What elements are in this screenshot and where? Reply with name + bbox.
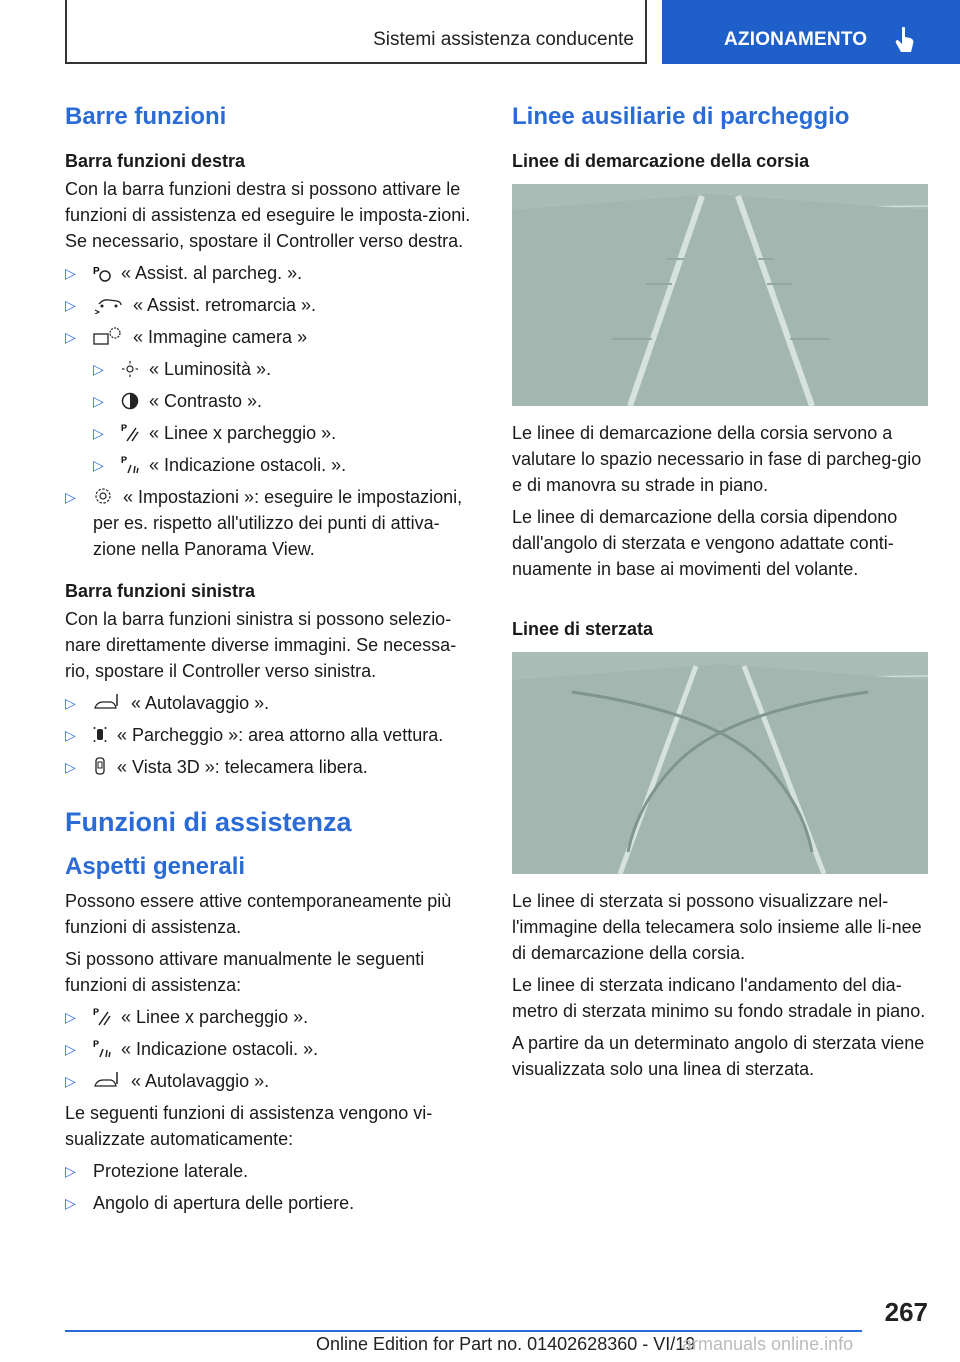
- svg-text:P: P: [93, 266, 100, 277]
- list-barra-destra: [65, 260, 480, 562]
- parking-view-icon: [93, 724, 107, 744]
- svg-text:P: P: [93, 1039, 100, 1049]
- list-item: ▷ P « Assist. al parcheg. ».: [65, 263, 303, 283]
- watermark: armanuals online.info: [682, 1334, 854, 1354]
- list-item: ▷ « Parcheggio »: area attorno alla vettura.: [65, 725, 444, 745]
- list-item: ▷ P « Indicazione ostacoli. ».: [93, 455, 347, 475]
- list-manual: [65, 1004, 480, 1094]
- parking-assist-icon: [93, 264, 111, 282]
- heading-linee-ausiliarie: Linee ausiliarie di parcheggio: [512, 103, 850, 130]
- heading-barra-destra: Barra funzioni destra: [65, 151, 246, 171]
- brightness-icon: [121, 360, 139, 378]
- heading-barre-funzioni: Barre funzioni: [65, 103, 227, 130]
- 3d-view-icon: [93, 756, 107, 776]
- heading-aspetti-generali: Aspetti generali: [65, 853, 246, 880]
- parking-lines-icon: [121, 422, 139, 442]
- list-item: ▷ « Autolavaggio ».: [65, 693, 270, 713]
- svg-text:P: P: [121, 423, 128, 433]
- car-wash-icon: [93, 692, 121, 712]
- list-item: ▷ P « Indicazione ostacoli. ».: [65, 1039, 319, 1059]
- edition-text: Online Edition for Part no. 01402628360 - VI/19: [316, 1334, 696, 1354]
- list-item: ▷ Angolo di apertura delle portiere.: [65, 1193, 355, 1213]
- heading-demarcazione: Linee di demarcazione della corsia: [512, 151, 810, 171]
- heading-sterzata: Linee di sterzata: [512, 619, 654, 639]
- list-item: ▷ « Vista 3D »: telecamera libera.: [65, 757, 368, 777]
- svg-text:P: P: [93, 1007, 100, 1017]
- paragraph-sterz-1: Le linee di sterzata si possono visualizzare nel-l'immagine della telecamera solo insieme alle li-nee di demarcazione della corsia.: [512, 891, 922, 963]
- paragraph-barra-sinistra: Con la barra funzioni sinistra si possono selezio-nare direttamente diverse immagini. Se necessa-rio, spostare il Controller verso sinistra.: [65, 609, 457, 681]
- list-item: ▷ « Immagine camera »: [65, 327, 308, 347]
- steering-lines-image: [512, 652, 928, 874]
- section-title: Sistemi assistenza conducente: [373, 29, 634, 50]
- list-barra-sinistra: [65, 690, 480, 780]
- paragraph-auto: Le seguenti funzioni di assistenza vengono vi-sualizzate automaticamente:: [65, 1103, 433, 1149]
- page-number: 267: [884, 1297, 928, 1327]
- svg-text:P: P: [121, 455, 128, 465]
- heading-barra-sinistra: Barra funzioni sinistra: [65, 581, 256, 601]
- list-item: ▷ « Assist. retromarcia ».: [65, 295, 317, 315]
- paragraph-barra-destra: Con la barra funzioni destra si possono attivare le funzioni di assistenza ed eseguire le imposta-zioni. Se necessario, spostare il Controller verso destra.: [65, 179, 471, 251]
- list-item: ▷ P « Linee x parcheggio ».: [65, 1007, 309, 1027]
- obstacle-indication-icon: [93, 1038, 111, 1058]
- paragraph-aspetti-1: Possono essere attive contemporaneamente più funzioni di assistenza.: [65, 891, 452, 937]
- car-wash-icon: [93, 1070, 121, 1090]
- gear-icon: [93, 486, 113, 506]
- paragraph-demarc-1: Le linee di demarcazione della corsia servono a valutare lo spazio necessario in fase di parcheg-gio e di manovra su strade in piano.: [512, 423, 922, 495]
- footer-rule: [65, 1330, 862, 1332]
- paragraph-aspetti-2: Si possono attivare manualmente le seguenti funzioni di assistenza:: [65, 949, 425, 995]
- camera-settings-icon: [93, 326, 123, 346]
- obstacle-indication-icon: [121, 454, 139, 474]
- list-item: ▷ « Impostazioni »: eseguire le impostazioni, per es. rispetto all'utilizzo dei punti di attiva-zione nella Panorama View.: [65, 487, 463, 559]
- right-column: [512, 100, 928, 1088]
- list-item: ▷ Protezione laterale.: [65, 1161, 249, 1181]
- paragraph-sterz-2: Le linee di sterzata indicano l'andamento del dia-metro di sterzata minimo su fondo stradale in piano.: [512, 975, 926, 1021]
- left-column: [65, 100, 480, 1222]
- paragraph-demarc-2: Le linee di demarcazione della corsia dipendono dall'angolo di sterzata e vengono adattate conti-nuamente in base ai movimenti del volante.: [512, 507, 898, 579]
- reverse-assist-icon: [93, 298, 123, 314]
- paragraph-sterz-3: A partire da un determinato angolo di sterzata viene visualizzata solo una linea di sterzata.: [512, 1033, 925, 1079]
- parking-lines-icon: [93, 1006, 111, 1026]
- chapter-tab-label: AZIONAMENTO: [724, 29, 868, 50]
- list-auto: [65, 1158, 480, 1216]
- contrast-icon: [121, 392, 139, 410]
- hand-pointer-icon: [895, 26, 915, 54]
- chapter-tab: [662, 0, 960, 64]
- lane-lines-image: [512, 184, 928, 406]
- list-item: ▷ « Contrasto ».: [93, 391, 263, 411]
- list-item: ▷ « Autolavaggio ».: [65, 1071, 270, 1091]
- list-item: ▷ « Luminosità ».: [93, 359, 272, 379]
- heading-funzioni-assistenza: Funzioni di assistenza: [65, 807, 352, 837]
- list-item: ▷ P « Linee x parcheggio ».: [93, 423, 337, 443]
